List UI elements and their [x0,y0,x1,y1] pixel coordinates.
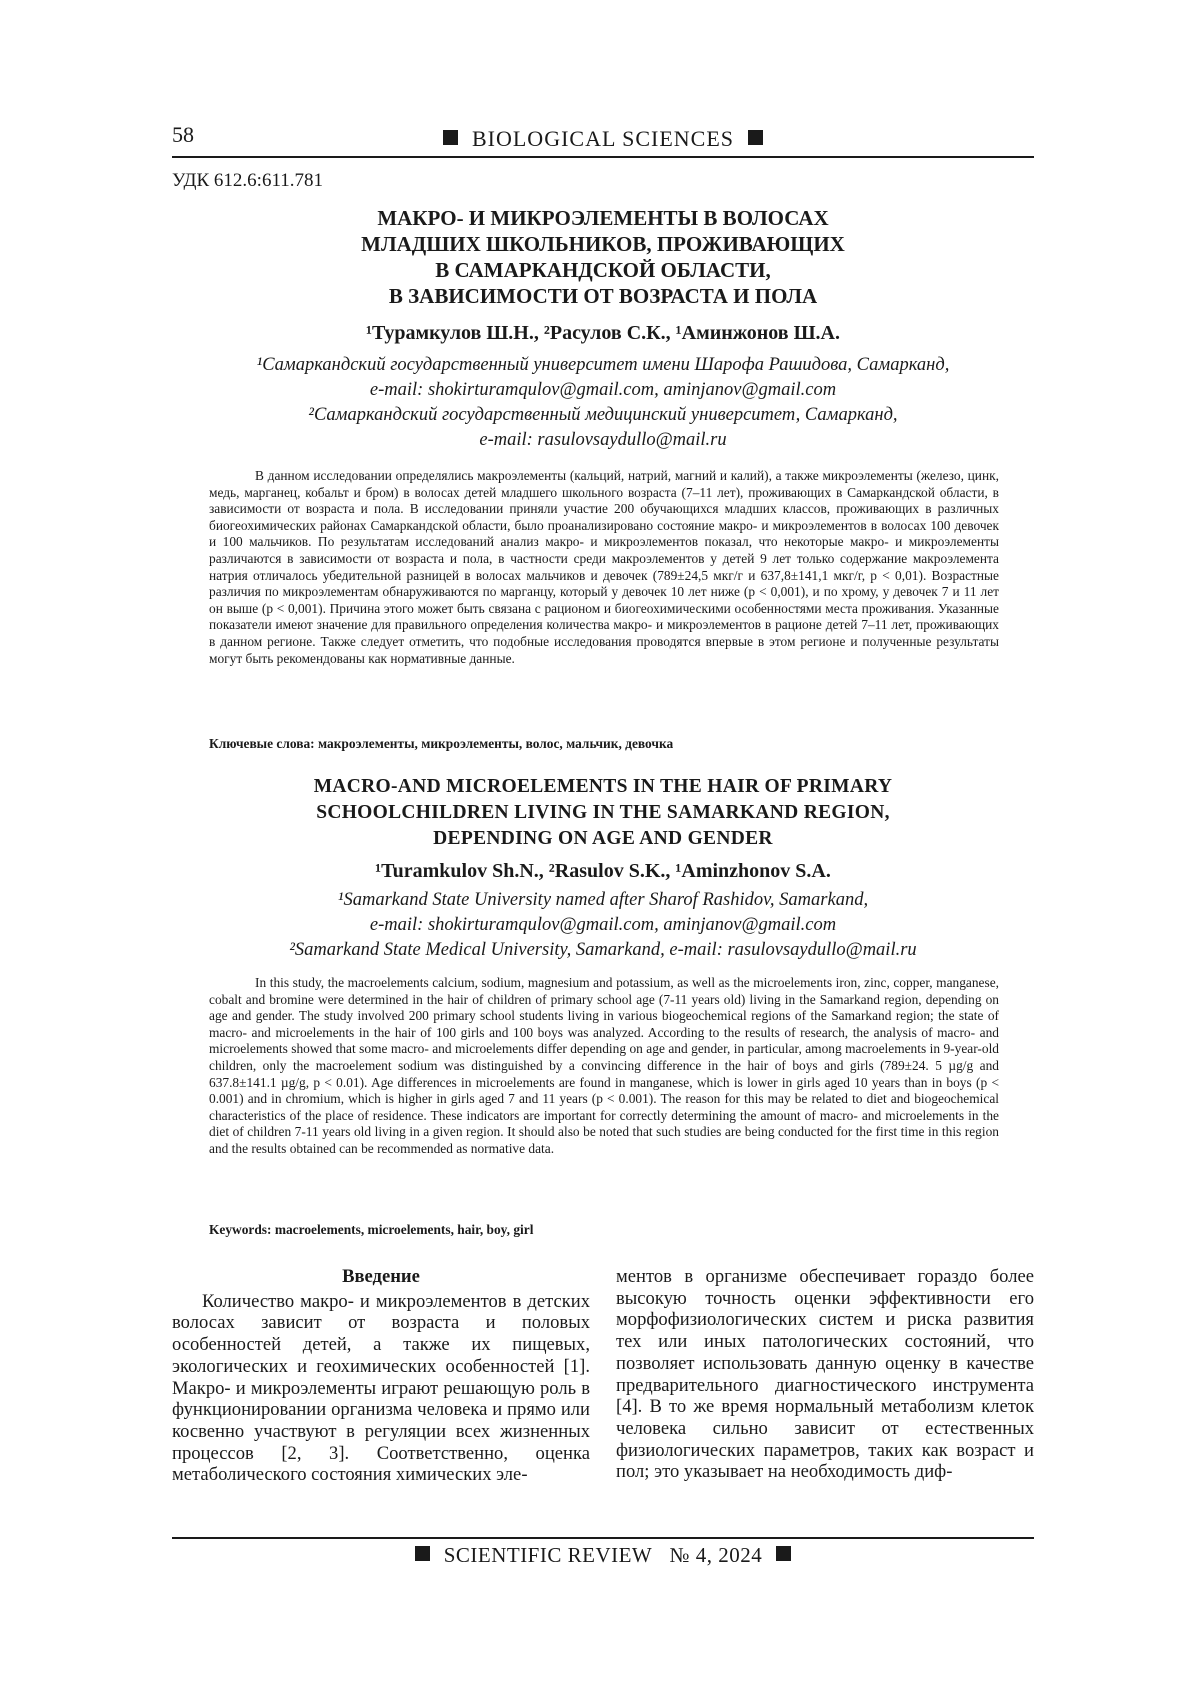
square-bullet-icon [415,1546,430,1561]
section-heading: Введение [342,1266,420,1287]
journal-section [172,126,1034,152]
affiliations-en [172,888,1034,963]
section-label: BIOLOGICAL SCIENCES [471,126,735,151]
page-footer [172,1537,1034,1568]
page-number: 58 [172,122,194,147]
affiliation-line: ²Samarkand State Medical University, Samarkand, e-mail: rasulovsaydullo@mail.ru [289,940,917,960]
affiliation-line: e-mail: shokirturamqulov@gmail.com, aminjanov@gmail.com [369,380,837,400]
journal-name: SCIENTIFIC REVIEW [443,1543,653,1567]
page-header [172,120,1034,158]
affiliation-line: ¹Samarkand State University named after Sharof Rashidov, Samarkand, [337,890,869,910]
title-line: SCHOOLCHILDREN LIVING IN THE SAMARKAND REGION, [316,802,890,823]
affiliation-line: ¹Самаркандский государственный университет имени Шарофа Рашидова, Самарканд, [256,355,950,375]
affiliations-ru [172,353,1034,453]
title-line: MACRO-AND MICROELEMENTS IN THE HAIR OF PRIMARY [313,776,893,797]
abstract-en: In this study, the macroelements calcium, sodium, magnesium and potassium, as well as the microelements iron, zinc, copper, manganese, cobalt and bromine were determined in the hair of children of primary school age (7-11 years old) living in the Samarkand region, depending on age and gender. The study involved 200 primary school students living in various biogeochemical regions of the Samarkand region; the state of macro- and microelements in the hair of 100 girls and 100 boys was analyzed. According to the results of research, the analysis of macro- and microelements showed that some macro- and microelements differ depending on age and gender, in particular, among macroelements in 9-year-old children, only the macroelement sodium was distinguished by a convincing difference in the hair of boys and girls (789±24. 5 µg/g and 637.8±141.1 µg/g, p < 0.01). Age differences in microelements are found in manganese, which is lower in girls aged 10 years than in boys (p < 0.001) and in chromium, which is higher in girls aged 7 and 11 years (p < 0.001). The reason for this may be related to diet and biogeochemical characteristics of the place of residence. These indicators are important for correctly determining the amount of macro- and microelements in the diet of children 7-11 years old living in a given region. It should also be noted that such studies are being conducted for the first time in this region and the results obtained can be recommended as normative data. [209,975,999,1156]
title-line: В САМАРКАНДСКОЙ ОБЛАСТИ, [435,258,771,282]
title-line: МАКРО- И МИКРОЭЛЕМЕНТЫ В ВОЛОСАХ [377,206,829,230]
abstract-ru: В данном исследовании определялись макроэлементы (кальций, натрий, магний и калий), а также микроэлементы (железо, цинк, медь, марганец, кобальт и бром) в волосах детей младшего школьного возраста (7–11 лет), проживающих в Самаркандской области, в зависимости от возраста и пола. В исследовании приняли участие 200 обучающихся младших классов, проживающих в различных биогеохимических районах Самаркандской области, было проанализировано состояние макро- и микроэлементов в волосах 100 девочек и 100 мальчиков. По результатам исследований анализ макро- и микроэлементов показал, что некоторые макро- и микроэлементы различаются в зависимости от возраста и пола, в частности среди макроэлементов у детей 9 лет только содержание макроэлемента натрия отличалось убедительной разницей в волосах мальчиков и девочек (789±24,5 мкг/г и 637,8±141,1 мкг/г, p < 0,01). Возрастные различия по микроэлементам обнаруживаются по марганцу, который у девочек 10 лет ниже (p < 0,001), и по хрому, у девочек 7 и 11 лет он выше (p < 0,001). Причина этого может быть связана с рационом и биогеохимическими особенностями места проживания. Указанные показатели имеют значение для правильного определения количества макро- и микроэлементов в рационе детей 7–11 лет, проживающих в данном регионе. Также следует отметить, что подобные исследования проводятся впервые в этом регионе и полученные результаты могут быть рекомендованы как нормативные данные. [209,468,999,666]
journal-issue: № 4, 2024 [669,1543,763,1567]
affiliation-line: e-mail: shokirturamqulov@gmail.com, aminjanov@gmail.com [369,915,837,935]
authors-ru: ¹Турамкулов Ш.Н., ²Расулов С.К., ¹Аминжонов Ш.А. [365,322,840,344]
udk-code: УДК 612.6:611.781 [172,170,323,191]
body-paragraph: Количество макро- и микроэлементов в детских волосах зависит от возраста и половых особенностей детей, а также их пищевых, экологических и геохимических особенностей [1]. Макро- и микроэлементы играют решающую роль в функционировании организма человека и прямо или косвенно участвуют в регуляции всех жизненных процессов [2, 3]. Соответственно, оценка метаболического состояния химических эле- [172,1290,590,1486]
title-line: DEPENDING ON AGE AND GENDER [433,828,773,849]
title-line: МЛАДШИХ ШКОЛЬНИКОВ, ПРОЖИВАЮЩИХ [361,232,845,256]
body-column-right [616,1266,1034,1483]
authors-en: ¹Turamkulov Sh.N., ²Rasulov S.K., ¹Aminzhonov S.A. [375,860,831,882]
keywords-en: Keywords: macroelements, microelements, hair, boy, girl [209,1222,534,1237]
affiliation-line: e-mail: rasulovsaydullo@mail.ru [479,430,727,450]
square-bullet-icon [443,130,458,145]
article-title-ru [172,205,1034,309]
square-bullet-icon [776,1546,791,1561]
body-column-left [172,1266,590,1486]
article-title-en [172,774,1034,852]
title-line: В ЗАВИСИМОСТИ ОТ ВОЗРАСТА И ПОЛА [388,284,818,308]
body-paragraph: ментов в организме обеспечивает гораздо более высокую точность оценки эффективности его морфофизиологических систем и риска развития тех или иных патологических состояний, что позволяет использовать данную оценку в качестве предварительного диагностического инструмента [4]. В то же время нормальный метаболизм клеток человека сильно зависит от естественных физиологических параметров, таких как возраст и пол; это указывает на необходимость диф- [616,1266,1034,1483]
square-bullet-icon [748,130,763,145]
keywords-ru: Ключевые слова: макроэлементы, микроэлементы, волос, мальчик, девочка [209,736,674,751]
affiliation-line: ²Самаркандский государственный медицинский университет, Самарканд, [308,405,898,425]
